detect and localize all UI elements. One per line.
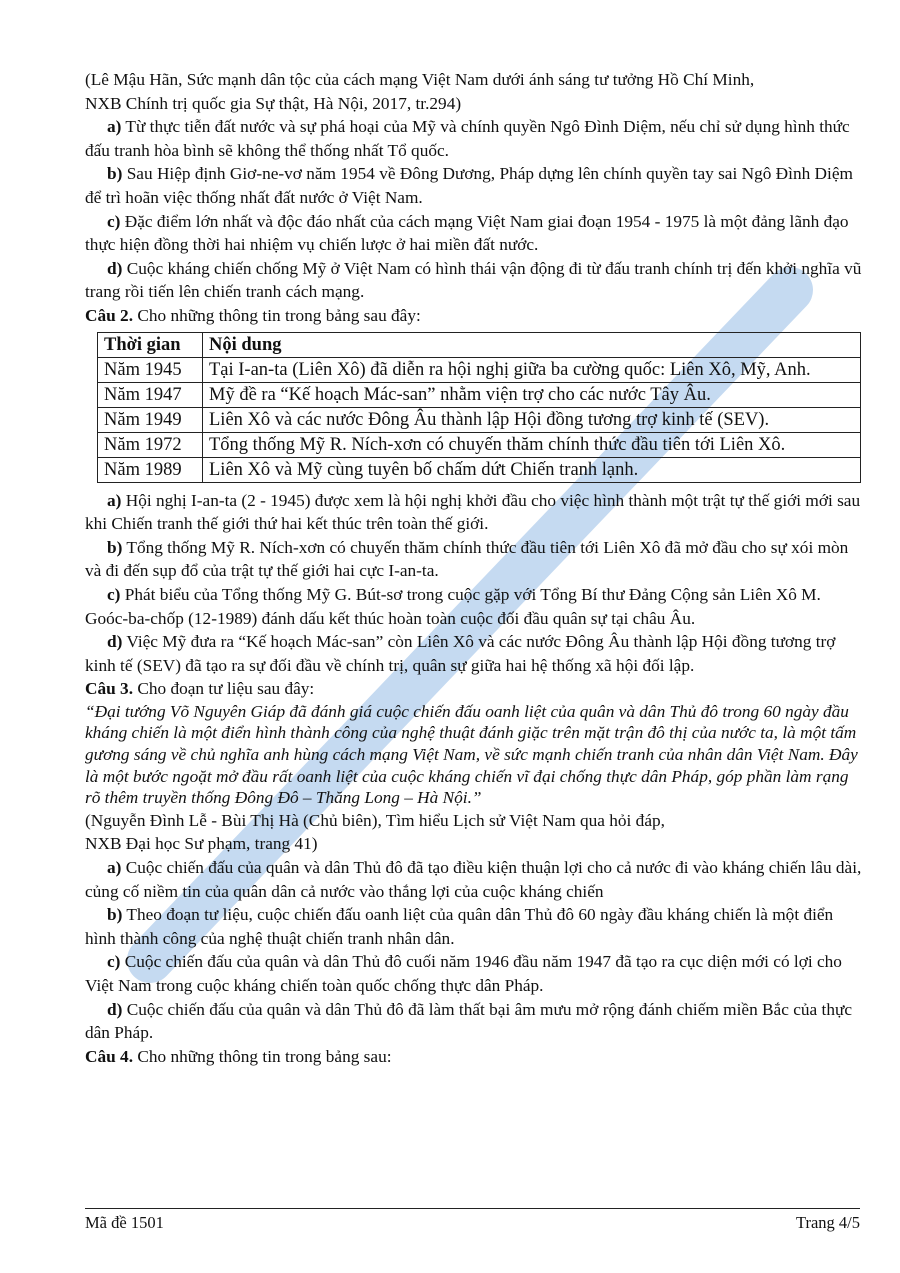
item-text: Cuộc chiến đấu của quân và dân Thủ đô đã tạo điều kiện thuận lợi cho cả nước đi vào kháng chiến lâu dài, củng cố niềm tin của quân dân cả nước vào thắng lợi của cuộc kháng chiến	[85, 858, 862, 901]
question-2-heading	[85, 304, 863, 328]
column-header: Thời gian	[98, 332, 203, 357]
table-header-row	[98, 332, 861, 357]
content-cell: Tại I-an-ta (Liên Xô) đã diễn ra hội nghị giữa ba cường quốc: Liên Xô, Mỹ, Anh.	[203, 357, 861, 382]
item-label: c)	[107, 211, 121, 231]
table-row	[98, 382, 861, 407]
item-label: d)	[107, 258, 123, 278]
table-row	[98, 357, 861, 382]
source-ref-line: NXB Đại học Sư phạm, trang 41)	[85, 834, 318, 854]
item-text: Hội nghị I-an-ta (2 - 1945) được xem là hội nghị khởi đầu cho việc hình thành một trật tự thế giới mới sau khi Chiến tranh thế giới thứ hai kết thúc trên toàn thế giới.	[85, 490, 861, 534]
item-text: Cuộc chiến đấu của quân và dân Thủ đô cuối năm 1946 đầu năm 1947 đã tạo ra cục diện mới có lợi cho Việt Nam trong cuộc kháng chiến toàn quốc chống thực dân Pháp.	[85, 952, 842, 995]
answer-item	[85, 536, 863, 583]
year-cell: Năm 1949	[98, 407, 203, 432]
item-label: d)	[107, 632, 123, 652]
year-cell: Năm 1989	[98, 457, 203, 482]
item-label: a)	[107, 490, 122, 510]
item-text: Theo đoạn tư liệu, cuộc chiến đấu oanh liệt của quân dân Thủ đô 60 ngày đầu kháng chiến là một điển hình thành công của nghệ thuật chiến tranh nhân dân.	[85, 905, 834, 948]
answer-item	[85, 630, 863, 677]
item-text: Tổng thống Mỹ R. Ních-xơn có chuyến thăm chính thức đầu tiên tới Liên Xô đã mở đầu cho sự xói mòn và đi đến sụp đổ của trật tự thế giới hai cực I-an-ta.	[85, 537, 849, 581]
question-prompt: Cho những thông tin trong bảng sau đây:	[133, 305, 421, 325]
answer-item	[85, 162, 863, 209]
answer-item	[85, 998, 863, 1045]
page-number: Trang 4/5	[795, 1213, 860, 1232]
source-ref-line: NXB Chính trị quốc gia Sự thật, Hà Nội, 2017, tr.294)	[85, 93, 462, 113]
question-label: Câu 3.	[85, 679, 134, 699]
question-label: Câu 4.	[85, 1046, 134, 1066]
question-prompt: Cho những thông tin trong bảng sau:	[133, 1046, 392, 1066]
answer-item	[85, 115, 863, 162]
item-label: b)	[107, 164, 123, 184]
table-row	[98, 407, 861, 432]
item-label: a)	[107, 858, 122, 878]
item-label: a)	[107, 117, 122, 137]
item-label: c)	[107, 952, 121, 972]
answer-item	[85, 903, 863, 950]
item-text: Đặc điểm lớn nhất và độc đáo nhất của cách mạng Việt Nam giai đoạn 1954 - 1975 là một đảng lãnh đạo thực hiện đồng thời hai nhiệm vụ chiến lược ở hai miền đất nước.	[85, 211, 849, 255]
item-text: Cuộc chiến đấu của quân và dân Thủ đô đã làm thất bại âm mưu mở rộng đánh chiếm miền Bắc của thực dân Pháp.	[85, 999, 853, 1043]
item-label: b)	[107, 537, 123, 557]
item-text: Việc Mỹ đưa ra “Kế hoạch Mác-san” còn Liên Xô và các nước Đông Âu thành lập Hội đồng tương trợ kinh tế (SEV) đã tạo ra sự đối đầu về chính trị, quân sự giữa hai hệ thống xã hội đối lập.	[85, 632, 836, 675]
question-4-heading	[85, 1045, 863, 1069]
item-text: Cuộc kháng chiến chống Mỹ ở Việt Nam có hình thái vận động đi từ đấu tranh chính trị đến khởi nghĩa vũ trang rồi tiến lên chiến tranh cách mạng.	[85, 258, 862, 302]
item-label: b)	[107, 905, 123, 925]
year-cell: Năm 1945	[98, 357, 203, 382]
item-text: Sau Hiệp định Giơ-ne-vơ năm 1954 về Đông Dương, Pháp dựng lên chính quyền tay sai Ngô Đình Diệm để trì hoãn việc thống nhất đất nước ở Việt Nam.	[85, 164, 853, 207]
content-cell: Mỹ đề ra “Kế hoạch Mác-san” nhằm viện trợ cho các nước Tây Âu.	[203, 382, 861, 407]
answer-item	[85, 856, 863, 903]
item-text: Phát biểu của Tổng thống Mỹ G. Bút-sơ trong cuộc gặp với Tổng Bí thư Đảng Cộng sản Liên Xô M. Goóc-ba-chốp (12-1989) đánh dấu kết thúc hoàn toàn cuộc đối đầu quân sự tại châu Âu.	[85, 584, 821, 628]
content-cell: Liên Xô và các nước Đông Âu thành lập Hội đồng tương trợ kinh tế (SEV).	[203, 407, 861, 432]
footer-divider	[85, 1208, 860, 1209]
quoted-passage: “Đại tướng Võ Nguyên Giáp đã đánh giá cuộc chiến đấu oanh liệt của quân và dân Thủ đô trong 60 ngày đầu kháng chiến là một điển hình thành công của nghệ thuật đánh giặc trên mặt trận đô thị của nước ta, là một tấm gương sáng về chủ nghĩa anh hùng cách mạng Việt Nam, về sức mạnh chiến tranh của nhân dân Việt Nam. Đây là một bước ngoặt mở đầu rất oanh liệt của cuộc kháng chiến vĩ đại chống thực dân Pháp, góp phần làm rạng rõ thêm truyền thống Đông Đô – Thăng Long – Hà Nội.”	[85, 701, 858, 808]
answer-item	[85, 583, 863, 630]
year-cell: Năm 1947	[98, 382, 203, 407]
content-cell: Liên Xô và Mỹ cùng tuyên bố chấm dứt Chiến tranh lạnh.	[203, 457, 861, 482]
question-prompt: Cho đoạn tư liệu sau đây:	[133, 679, 315, 699]
year-cell: Năm 1972	[98, 432, 203, 457]
exam-code: Mã đề 1501	[85, 1213, 164, 1232]
info-table	[97, 332, 861, 483]
source-ref-line: (Lê Mậu Hãn, Sức mạnh dân tộc của cách mạng Việt Nam dưới ánh sáng tư tưởng Hồ Chí Minh,	[85, 70, 755, 89]
source-ref-line: (Nguyễn Đình Lễ - Bùi Thị Hà (Chủ biên), Tìm hiểu Lịch sử Việt Nam qua hỏi đáp,	[85, 810, 665, 830]
answer-item	[85, 489, 863, 536]
item-text: Từ thực tiễn đất nước và sự phá hoại của Mỹ và chính quyền Ngô Đình Diệm, nếu chỉ sử dụng hình thức đấu tranh hòa bình sẽ không thể thống nhất Tổ quốc.	[85, 117, 850, 160]
table-row	[98, 432, 861, 457]
column-header: Nội dung	[203, 332, 861, 357]
q3-items	[85, 856, 863, 1045]
question-label: Câu 2.	[85, 305, 134, 325]
answer-item	[85, 257, 863, 304]
item-label: d)	[107, 999, 123, 1019]
q2-items	[85, 489, 863, 678]
document-body	[85, 68, 863, 1068]
item-label: c)	[107, 584, 121, 604]
table-row	[98, 457, 861, 482]
answer-item	[85, 210, 863, 257]
answer-item	[85, 950, 863, 997]
q1-items	[85, 115, 863, 304]
content-cell: Tổng thống Mỹ R. Ních-xơn có chuyến thăm chính thức đầu tiên tới Liên Xô.	[203, 432, 861, 457]
question-3-heading	[85, 677, 863, 701]
